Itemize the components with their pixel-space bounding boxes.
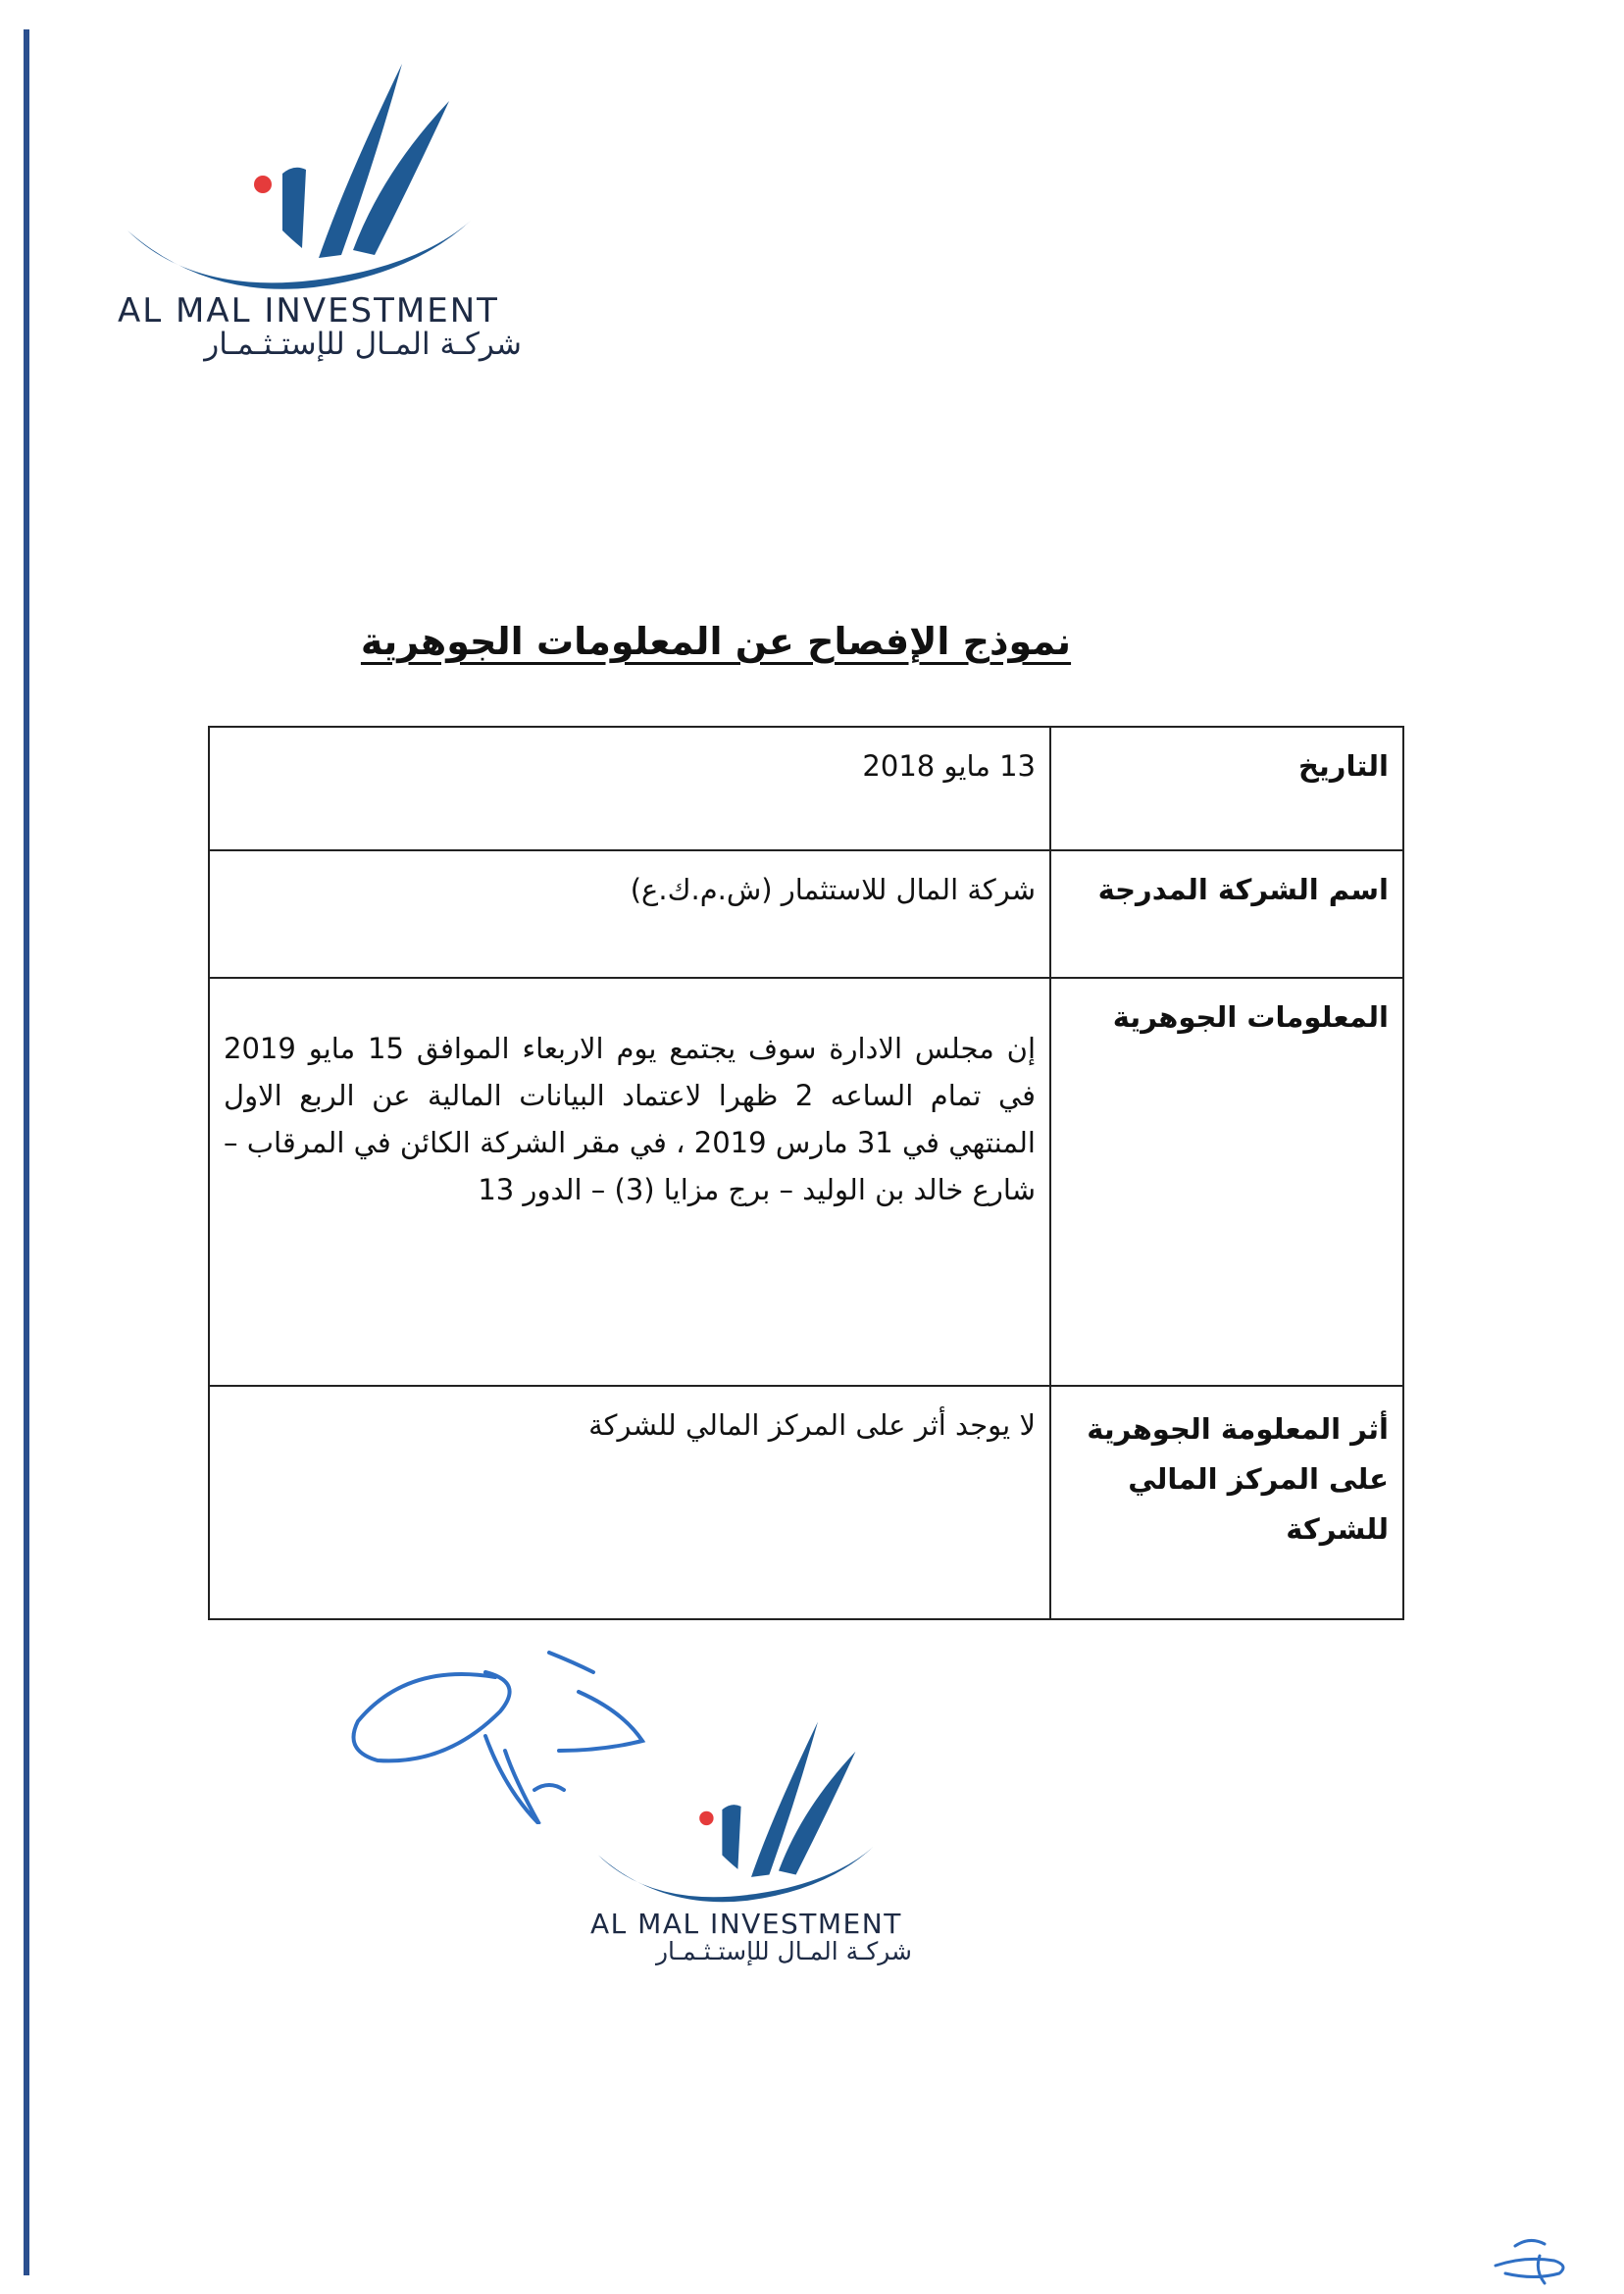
table-row-material-info	[209, 978, 1403, 1386]
logo-text-english: AL MAL INVESTMENT	[118, 291, 499, 331]
page-edge-bar	[24, 29, 29, 2275]
initials-icon	[1486, 2226, 1579, 2285]
table-row-date	[209, 727, 1403, 850]
logo-text-english: AL MAL INVESTMENT	[590, 1908, 902, 1940]
logo-text-arabic: شركـة المـال للإستـثـمـار	[204, 327, 522, 362]
company-name-label: اسم الشركة المدرجة	[1050, 850, 1403, 978]
logo-mark-icon	[590, 1711, 904, 1912]
material-info-label: المعلومات الجوهرية	[1050, 978, 1403, 1386]
date-label: التاريخ	[1050, 727, 1403, 850]
date-value: 13 مايو 2018	[209, 727, 1050, 850]
table-row-company	[209, 850, 1403, 978]
material-info-value: إن مجلس الادارة سوف يجتمع يوم الاربعاء الموافق 15 مايو 2019 في تمام الساعه 2 ظهرا لاعتماد البيانات المالية عن الربع الاول المنتهي في 31 مارس 2019 ، في مقر الشركة الكائن في المرقاب – شارع خالد بن الوليد – برج مزايا (3) – الدور 13	[209, 978, 1050, 1386]
company-logo-bottom	[590, 1711, 912, 1986]
company-logo-top	[118, 54, 522, 378]
document-title: نموذج الإفصاح عن المعلومات الجوهرية	[360, 620, 1072, 663]
impact-value: لا يوجد أثر على المركز المالي للشركة	[209, 1386, 1050, 1619]
company-name-value: شركة المال للاستثمار (ش.م.ك.ع)	[209, 850, 1050, 978]
table-row-impact	[209, 1386, 1403, 1619]
disclosure-table	[208, 726, 1404, 1620]
logo-mark-icon	[118, 54, 510, 299]
impact-label: أثر المعلومة الجوهرية على المركز المالي للشركة	[1050, 1386, 1403, 1619]
logo-text-arabic: شركـة المـال للإستـثـمـار	[655, 1937, 912, 1965]
